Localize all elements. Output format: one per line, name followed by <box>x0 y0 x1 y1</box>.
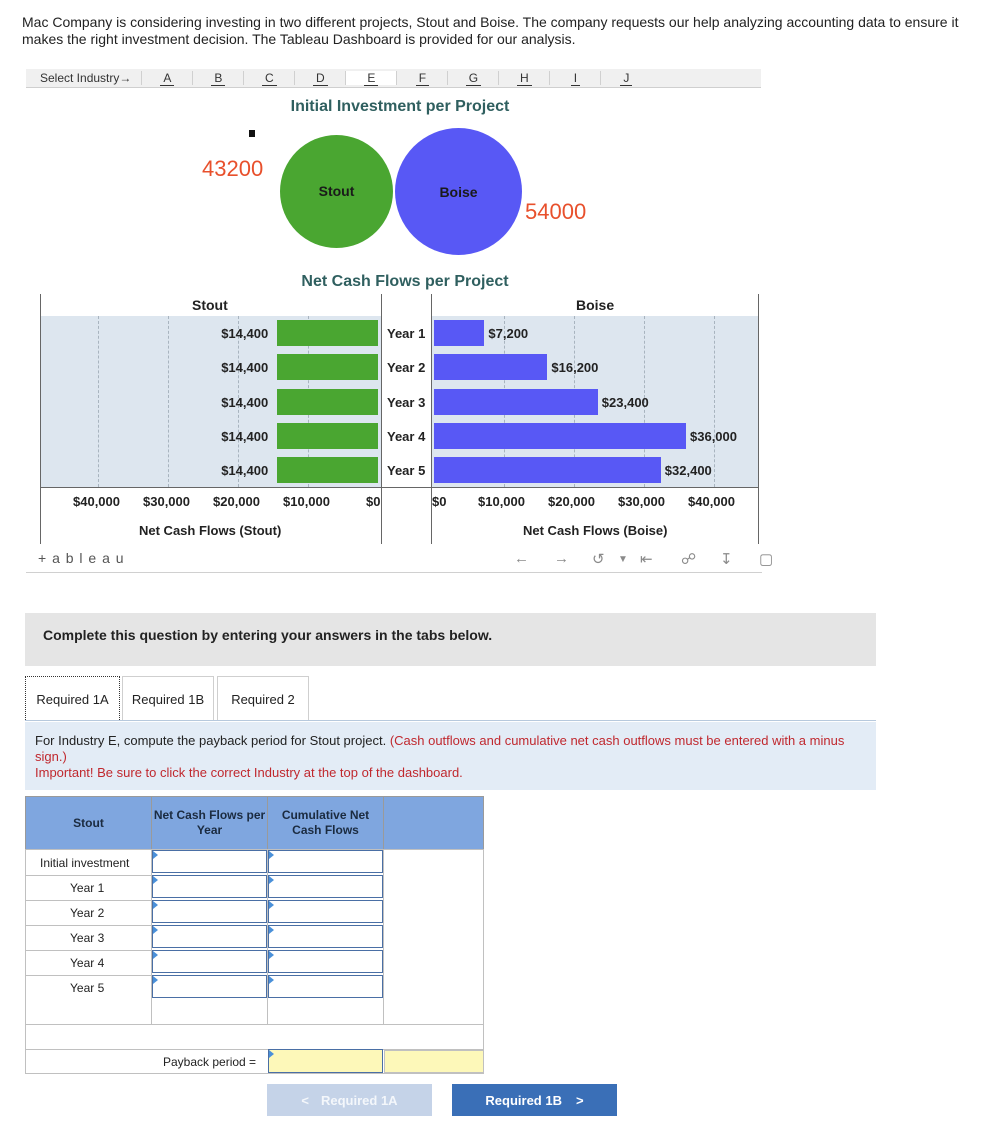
boise-axis-tick: $0 <box>432 494 447 509</box>
instructions-box <box>25 722 876 790</box>
revert-icon[interactable]: ↺ <box>592 551 605 568</box>
boise-bar[interactable] <box>434 457 661 483</box>
next-button-label: Required 1B <box>485 1092 562 1108</box>
year-label: Year 4 <box>387 428 426 444</box>
industry-option-g[interactable] <box>447 71 498 85</box>
industry-option-d[interactable] <box>294 71 345 85</box>
tab-divider <box>25 720 876 721</box>
net-cash-flow-input[interactable] <box>152 875 267 898</box>
net-cash-flow-input[interactable] <box>152 900 267 923</box>
boise-bubble-label: Boise <box>439 184 478 200</box>
boise-axis-tick: $40,000 <box>688 494 735 509</box>
stout-bar[interactable] <box>277 389 378 415</box>
boise-axis-tick: $20,000 <box>548 494 595 509</box>
reset-icon[interactable]: ⇤ <box>640 551 653 568</box>
industry-option-c[interactable] <box>243 71 294 85</box>
year-label: Year 3 <box>387 394 426 410</box>
stout-axis-tick: $10,000 <box>283 494 330 509</box>
axis-line <box>40 487 759 488</box>
legend-marker <box>249 130 255 137</box>
industry-option-label: B <box>211 71 225 86</box>
boise-gridline <box>714 316 715 487</box>
boise-axis-title: Net Cash Flows (Boise) <box>523 523 668 538</box>
chart-frame-mid-left <box>381 294 382 544</box>
stout-bar[interactable] <box>277 354 378 380</box>
industry-option-label: G <box>466 71 481 86</box>
industry-label: Select Industry→ <box>40 71 132 85</box>
stout-bar[interactable] <box>277 457 378 483</box>
industry-option-label: H <box>517 71 532 86</box>
row-label: Year 3 <box>70 931 105 945</box>
cumulative-input[interactable] <box>268 900 383 923</box>
tab-required-1b[interactable]: Required 1B <box>122 676 214 720</box>
stout-bar-label: $14,400 <box>221 360 269 376</box>
payback-period-input[interactable] <box>268 1049 383 1073</box>
boise-axis-tick: $10,000 <box>478 494 525 509</box>
cumulative-input[interactable] <box>268 850 383 873</box>
year-label: Year 5 <box>387 462 426 478</box>
spacer-row <box>25 1024 484 1050</box>
download-icon[interactable]: ↧ <box>720 551 733 568</box>
stout-bar-label: $14,400 <box>221 428 269 444</box>
header-net-cash-flows: Net Cash Flows per Year <box>151 796 268 850</box>
stout-bar-label: $14,400 <box>221 394 269 410</box>
row-separator <box>25 925 152 926</box>
boise-bar-label: $32,400 <box>664 462 712 478</box>
stout-bubble-label: Stout <box>318 183 355 199</box>
industry-option-i[interactable] <box>549 71 600 85</box>
redo-icon[interactable]: → <box>554 550 569 567</box>
stout-investment-bubble <box>280 135 393 248</box>
question-instruction: Complete this question by entering your answers in the tabs below. <box>25 613 876 666</box>
industry-option-label: I <box>571 71 580 86</box>
year-label: Year 2 <box>387 360 426 376</box>
stout-axis-tick: $20,000 <box>213 494 260 509</box>
instructions-important: Important! Be sure to click the correct Industry at the top of the dashboard. <box>35 765 463 780</box>
tab-required-2[interactable]: Required 2 <box>217 676 309 720</box>
extra-column <box>383 849 484 1025</box>
prev-button-label: Required 1A <box>321 1092 398 1108</box>
industry-option-label: C <box>262 71 277 86</box>
header-cumulative: Cumulative Net Cash Flows <box>267 796 384 850</box>
row-label: Initial investment <box>40 856 130 870</box>
fullscreen-icon[interactable]: ▢ <box>759 551 774 568</box>
net-cash-flows-title: Net Cash Flows per Project <box>301 273 509 290</box>
industry-option-label: F <box>416 71 429 86</box>
share-icon[interactable]: ☍ <box>681 551 697 568</box>
revert-dropdown-icon[interactable]: ▼ <box>618 554 628 565</box>
row-label: Year 4 <box>70 956 105 970</box>
payback-unit-cell <box>384 1050 484 1073</box>
header-blank <box>383 796 484 850</box>
cumulative-input[interactable] <box>268 950 383 973</box>
header-project: Stout <box>25 796 152 850</box>
boise-bar-label: $36,000 <box>690 428 737 444</box>
boise-bar-label: $16,200 <box>551 360 599 376</box>
stout-bar[interactable] <box>277 320 378 346</box>
instructions-note: (Cash outflows and cumulative net cash outflows must be entered with a minus sign.) <box>35 733 845 764</box>
tab-required-1a[interactable]: Required 1A <box>25 676 120 720</box>
boise-bar[interactable] <box>434 354 547 380</box>
instructions-main: For Industry E, compute the payback period for Stout project. <box>35 733 387 748</box>
chart-frame-right <box>758 294 759 544</box>
net-cash-flow-input[interactable] <box>152 975 267 998</box>
row-label: Year 1 <box>70 881 105 895</box>
net-cash-flow-input[interactable] <box>152 950 267 973</box>
industry-option-b[interactable] <box>192 71 243 85</box>
undo-icon[interactable]: ← <box>514 550 529 567</box>
cumulative-input[interactable] <box>268 975 383 998</box>
stout-gridline <box>168 316 169 487</box>
row-separator <box>25 900 152 901</box>
stout-axis-tick: $30,000 <box>143 494 190 509</box>
prev-button[interactable] <box>267 1084 432 1116</box>
cumulative-input[interactable] <box>268 875 383 898</box>
net-cash-flow-input[interactable] <box>152 850 267 873</box>
stout-axis-title: Net Cash Flows (Stout) <box>139 523 282 538</box>
tableau-toolbar <box>26 547 774 573</box>
industry-option-a[interactable] <box>141 71 192 85</box>
stout-bar-label: $14,400 <box>221 326 269 342</box>
boise-panel-name: Boise <box>576 297 615 313</box>
row-label: Year 5 <box>70 981 105 995</box>
industry-option-label: D <box>313 71 328 86</box>
next-button[interactable] <box>452 1084 617 1116</box>
tableau-logo: + a b l e a u <box>38 550 125 566</box>
cumulative-input[interactable] <box>268 925 383 948</box>
stout-gridline <box>98 316 99 487</box>
industry-option-f[interactable] <box>396 71 447 85</box>
boise-bar[interactable] <box>434 389 598 415</box>
industry-option-j[interactable] <box>600 71 651 85</box>
industry-option-label: E <box>364 71 378 86</box>
chevron-left-icon: < <box>301 1092 309 1108</box>
boise-bar[interactable] <box>434 423 686 449</box>
stout-bar-label: $14,400 <box>221 462 269 478</box>
stout-bar[interactable] <box>277 423 378 449</box>
stout-axis-tick: $0 <box>366 494 381 509</box>
industry-option-label: A <box>160 71 174 86</box>
chevron-right-icon: > <box>575 1092 584 1108</box>
payback-label: Payback period = <box>163 1055 257 1069</box>
year-label: Year 1 <box>387 326 426 342</box>
industry-option-e[interactable] <box>345 71 396 85</box>
stout-panel-name: Stout <box>192 297 228 313</box>
initial-investment-title: Initial Investment per Project <box>290 98 510 115</box>
industry-selector <box>26 69 761 88</box>
industry-option-h[interactable] <box>498 71 549 85</box>
row-separator <box>25 875 152 876</box>
stout-investment-value: 43200 <box>202 156 264 181</box>
boise-bar-label: $23,400 <box>601 394 649 410</box>
boise-investment-bubble <box>395 128 522 255</box>
boise-bar-label: $7,200 <box>488 326 529 342</box>
row-separator <box>25 950 152 951</box>
stout-axis-tick: $40,000 <box>73 494 120 509</box>
row-separator <box>25 975 152 976</box>
boise-bar[interactable] <box>434 320 484 346</box>
industry-option-label: J <box>620 71 632 86</box>
boise-investment-value: 54000 <box>525 199 587 224</box>
boise-axis-tick: $30,000 <box>618 494 665 509</box>
net-cash-flow-input[interactable] <box>152 925 267 948</box>
intro-text: Mac Company is considering investing in two different projects, Stout and Boise. The company requests our help analyzing accounting data to ensure it makes the right investment decision. The Tableau Dashboard is provided for our analysis. <box>22 14 959 47</box>
row-label: Year 2 <box>70 906 105 920</box>
